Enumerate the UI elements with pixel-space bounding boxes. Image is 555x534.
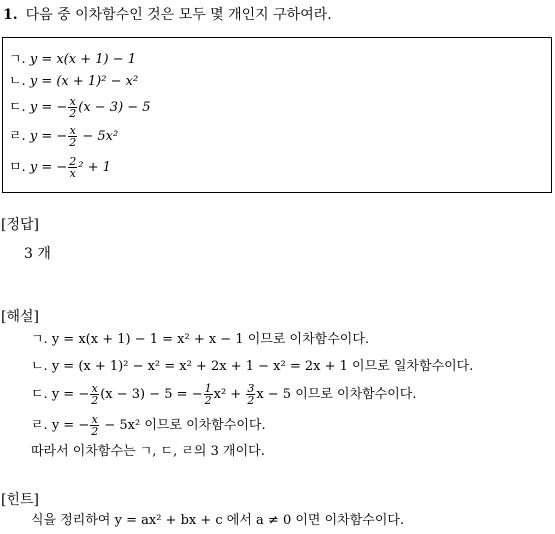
option-label: ㅁ.	[9, 160, 26, 175]
explanation-conclusion: 따라서 이차함수는 ㄱ, ㄷ, ㄹ의 3 개이다.	[31, 444, 265, 459]
option-label: ㄱ.	[9, 52, 26, 67]
option-e	[9, 156, 111, 178]
option-expr-pre: y = −	[29, 160, 68, 175]
option-expr-post: − 5x²	[78, 129, 119, 144]
option-label: ㄴ.	[9, 74, 26, 89]
option-expr-post: (x − 3) − 5	[78, 100, 151, 115]
explanation-heading: [해설]	[1, 309, 39, 325]
answer-heading: [정답]	[1, 217, 39, 233]
explanation-line-a: ㄱ. y = x(x + 1) − 1 = x² + x − 1 이므로 이차함수이다.	[31, 332, 370, 347]
hint-text: 식을 정리하여 y = ax² + bx + c 에서 a ≠ 0 이면 이차함수이다.	[31, 513, 405, 528]
explanation-line-c: ㄷ. y = − $\frac{x}{2}$ (x − 3) − 5 = − $\frac{1}{2}$ x² + $\frac{3}{2}$ x − 5 이므로 이차함수이다.	[31, 382, 417, 407]
option-label: ㄹ.	[9, 129, 26, 144]
option-expr-pre: y = −	[29, 100, 68, 115]
option-c	[9, 96, 151, 118]
option-label: ㄷ.	[9, 100, 26, 115]
hint-heading: [힌트]	[1, 492, 39, 508]
option-fraction: $\frac{x}{2}$	[69, 95, 77, 120]
option-expr: y = (x + 1)² − x²	[29, 74, 139, 89]
option-expr-post: ² + 1	[78, 160, 111, 175]
question-title	[3, 4, 332, 24]
question-number: 1.	[3, 7, 18, 23]
answer-value: 3 개	[24, 246, 51, 262]
option-d	[9, 125, 118, 147]
option-expr: y = x(x + 1) − 1	[29, 52, 137, 67]
explanation-line-b: ㄴ. y = (x + 1)² − x² = x² + 2x + 1 − x² = 2x + 1 이므로 일차함수이다.	[31, 359, 474, 374]
option-a	[9, 49, 136, 71]
option-fraction: $\frac{x}{2}$	[69, 124, 77, 149]
options-box	[2, 37, 552, 193]
explanation-line-d: ㄹ. y = − $\frac{x}{2}$ − 5x² 이므로 이차함수이다.	[31, 413, 266, 438]
option-expr-pre: y = −	[29, 129, 68, 144]
option-b	[9, 71, 138, 93]
option-fraction: $\frac{2}{x}$	[69, 155, 77, 180]
question-text: 다음 중 이차함수인 것은 모두 몇 개인지 구하여라.	[25, 7, 332, 23]
